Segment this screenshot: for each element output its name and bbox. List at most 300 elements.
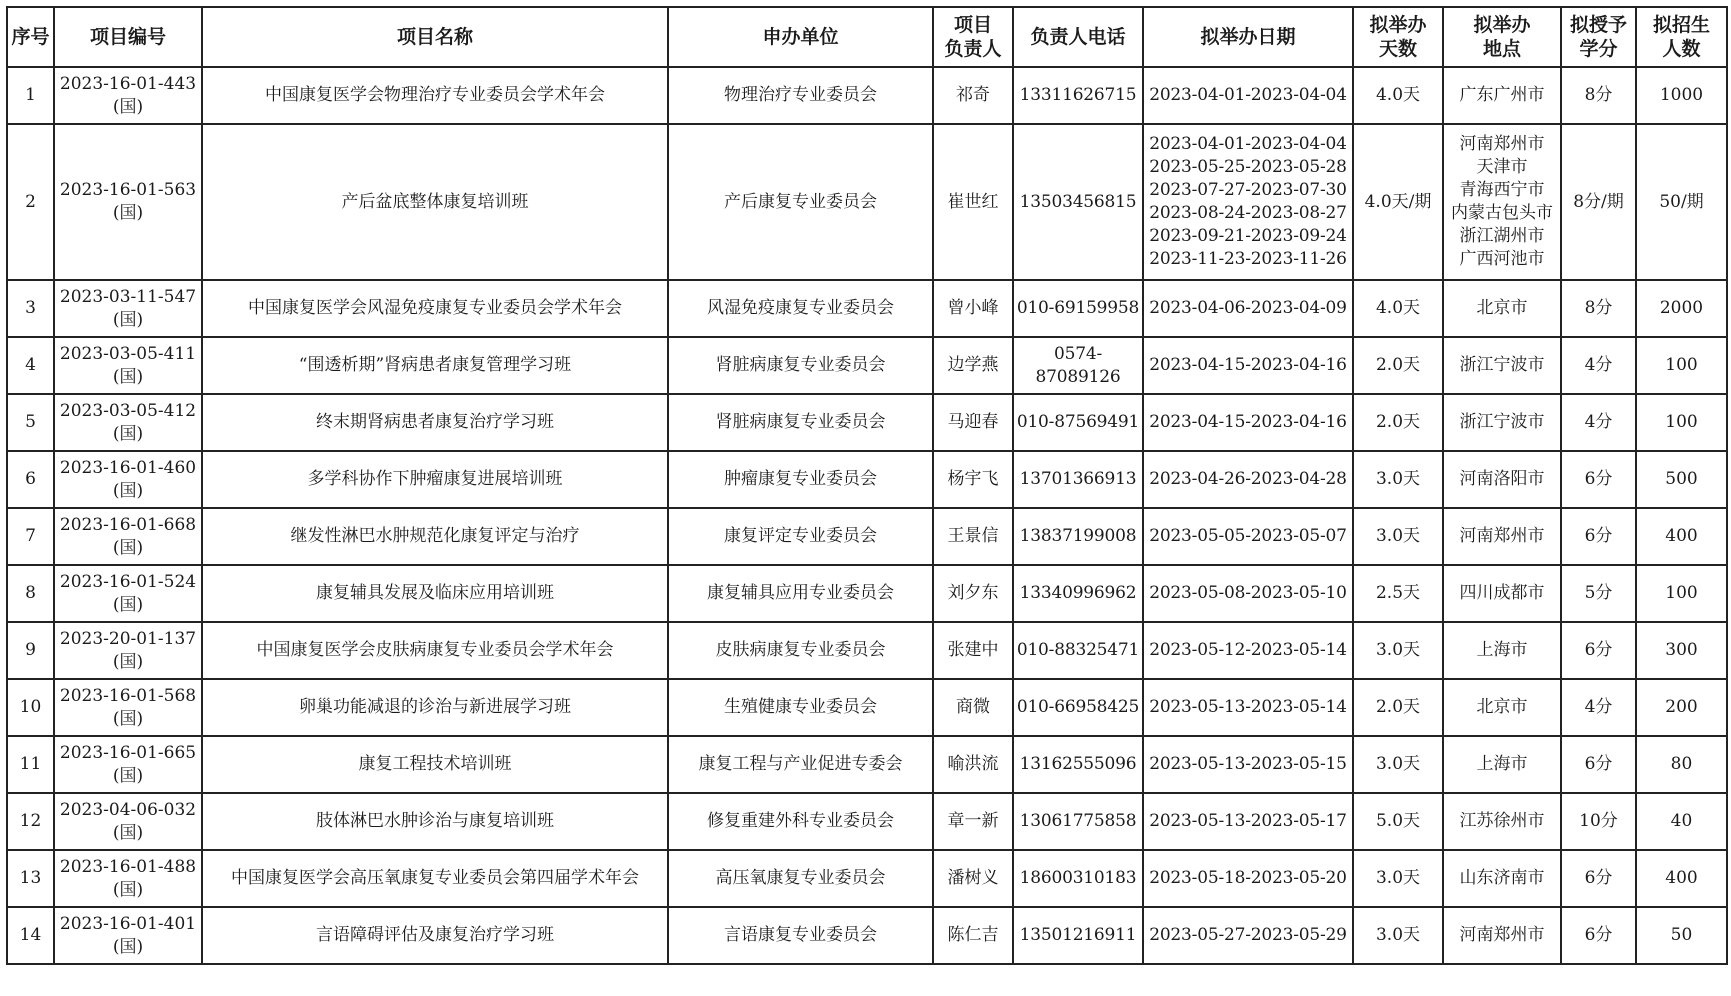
cell-name-text: 中国康复医学会高压氧康复专业委员会第四届学术年会: [231, 868, 639, 888]
cell-seq: [7, 67, 54, 124]
cell-seq-text: 6: [25, 469, 36, 489]
cell-place-text: 河南洛阳市: [1459, 469, 1545, 489]
cell-name-text: 康复工程技术培训班: [358, 754, 512, 774]
cell-credit: [1561, 67, 1636, 124]
cell-date-text: 2023-04-01-2023-04-04: [1149, 85, 1347, 105]
cell-org: [668, 508, 933, 565]
cell-org-text: 风湿免疫康复专业委员会: [707, 298, 894, 318]
cell-leader-text: 祁奇: [956, 85, 990, 105]
cell-code: [54, 337, 202, 394]
cell-code-text: (国): [112, 96, 144, 117]
cell-seq: [7, 451, 54, 508]
cell-code-text: 2023-03-05-412: [59, 400, 197, 421]
cell-phone-text: 010-66958425: [1016, 697, 1140, 717]
cell-date: [1143, 679, 1353, 736]
header-place: 拟举办 地点: [1443, 7, 1561, 67]
cell-date: [1143, 394, 1353, 451]
cell-days-text: 4.0天: [1375, 298, 1421, 318]
header-name: 项目名称: [202, 7, 668, 67]
cell-seq-text: 7: [25, 526, 36, 546]
cell-place: [1443, 124, 1561, 280]
cell-leader-text: 刘夕东: [947, 583, 999, 603]
cell-place: [1443, 679, 1561, 736]
header-days: 拟举办 天数: [1353, 7, 1443, 67]
cell-place-text: 上海市: [1476, 640, 1528, 660]
cell-credit-text: 6分: [1584, 754, 1613, 774]
cell-enroll: [1636, 679, 1727, 736]
cell-phone: [1013, 508, 1143, 565]
header-org: 申办单位: [668, 7, 933, 67]
cell-code: [54, 451, 202, 508]
cell-date: [1143, 793, 1353, 850]
project-table: [6, 6, 1728, 965]
cell-place-text: 河南郑州市: [1459, 925, 1545, 945]
cell-credit-text: 6分: [1584, 526, 1613, 546]
cell-name: [202, 337, 668, 394]
cell-leader-text: 喻洪流: [947, 754, 999, 774]
cell-enroll-text: 2000: [1659, 298, 1704, 318]
cell-org-text: 肾脏病康复专业委员会: [715, 355, 886, 375]
cell-days: [1353, 793, 1443, 850]
cell-name-text: 肢体淋巴水肿诊治与康复培训班: [316, 811, 554, 831]
cell-date-text: 2023-04-26-2023-04-28: [1149, 469, 1347, 489]
cell-place: [1443, 565, 1561, 622]
cell-leader: [933, 124, 1013, 280]
cell-enroll: [1636, 565, 1727, 622]
cell-date-text: 2023-04-15-2023-04-16: [1149, 355, 1347, 375]
cell-days-text: 4.0天: [1375, 85, 1421, 105]
cell-place: [1443, 394, 1561, 451]
table-row: [7, 394, 1727, 451]
cell-enroll-text: 100: [1665, 412, 1698, 432]
cell-code: [54, 124, 202, 280]
cell-name: [202, 850, 668, 907]
cell-phone: [1013, 394, 1143, 451]
cell-seq: [7, 679, 54, 736]
cell-days: [1353, 850, 1443, 907]
cell-org-text: 康复工程与产业促进专委会: [698, 754, 903, 774]
cell-place-text: 浙江宁波市: [1459, 412, 1545, 432]
cell-credit-text: 4分: [1584, 697, 1613, 717]
cell-name: [202, 736, 668, 793]
cell-code-text: (国): [112, 203, 144, 223]
cell-days: [1353, 679, 1443, 736]
cell-phone-text: 010-88325471: [1016, 640, 1140, 660]
cell-leader: [933, 736, 1013, 793]
cell-phone: [1013, 736, 1143, 793]
cell-org: [668, 67, 933, 124]
cell-days: [1353, 736, 1443, 793]
cell-days: [1353, 565, 1443, 622]
cell-credit-text: 10分: [1579, 811, 1618, 831]
cell-days: [1353, 280, 1443, 337]
cell-code-text: (国): [112, 936, 144, 957]
cell-credit: [1561, 679, 1636, 736]
cell-org: [668, 565, 933, 622]
cell-credit: [1561, 337, 1636, 394]
cell-phone-text: 13837199008: [1019, 526, 1137, 546]
cell-place-text: 青海西宁市: [1459, 180, 1545, 200]
cell-code-text: (国): [112, 651, 144, 672]
cell-date: [1143, 451, 1353, 508]
cell-date: [1143, 565, 1353, 622]
cell-date-text: 2023-05-27-2023-05-29: [1149, 925, 1347, 945]
cell-enroll: [1636, 508, 1727, 565]
cell-code-text: 2023-20-01-137: [59, 628, 197, 649]
cell-code-text: (国): [112, 708, 144, 729]
cell-date-text: 2023-05-12-2023-05-14: [1149, 640, 1347, 660]
cell-days-text: 3.0天: [1375, 526, 1421, 546]
cell-phone-text: 13162555096: [1019, 754, 1137, 774]
cell-date: [1143, 907, 1353, 964]
cell-phone: [1013, 67, 1143, 124]
cell-code-text: 2023-16-01-668: [59, 514, 197, 535]
cell-credit-text: 4分: [1584, 355, 1613, 375]
cell-org: [668, 850, 933, 907]
cell-code-text: (国): [112, 309, 144, 330]
cell-leader-text: 章一新: [947, 811, 999, 831]
cell-name-text: “围透析期”肾病患者康复管理学习班: [298, 355, 572, 375]
cell-name-text: 继发性淋巴水肿规范化康复评定与治疗: [290, 526, 580, 546]
cell-leader: [933, 679, 1013, 736]
header-leader: 项目 负责人: [933, 7, 1013, 67]
cell-org-text: 肾脏病康复专业委员会: [715, 412, 886, 432]
cell-name: [202, 679, 668, 736]
table-row: [7, 622, 1727, 679]
cell-phone-text: 18600310183: [1019, 868, 1137, 888]
cell-phone-text: 0574-: [1053, 343, 1102, 364]
cell-seq: [7, 736, 54, 793]
cell-date-text: 2023-07-27-2023-07-30: [1149, 180, 1347, 200]
cell-date: [1143, 280, 1353, 337]
cell-name-text: 言语障碍评估及康复治疗学习班: [316, 925, 554, 945]
cell-code-text: 2023-16-01-568: [59, 685, 197, 706]
cell-code-text: 2023-03-11-547: [59, 286, 197, 307]
cell-code: [54, 679, 202, 736]
cell-credit-text: 6分: [1584, 640, 1613, 660]
cell-name-text: 终末期肾病患者康复治疗学习班: [316, 412, 554, 432]
cell-place: [1443, 451, 1561, 508]
cell-phone: [1013, 565, 1143, 622]
cell-days-text: 2.0天: [1375, 412, 1421, 432]
cell-seq-text: 5: [25, 412, 36, 432]
cell-code: [54, 622, 202, 679]
cell-date-text: 2023-09-21-2023-09-24: [1149, 226, 1347, 246]
cell-days: [1353, 124, 1443, 280]
header-phone: 负责人电话: [1013, 7, 1143, 67]
cell-days-text: 2.0天: [1375, 697, 1421, 717]
cell-code: [54, 850, 202, 907]
cell-seq-text: 13: [19, 868, 42, 888]
cell-org: [668, 622, 933, 679]
table-row: [7, 337, 1727, 394]
cell-leader: [933, 850, 1013, 907]
cell-seq-text: 11: [19, 754, 42, 774]
cell-name: [202, 124, 668, 280]
cell-code: [54, 565, 202, 622]
cell-seq-text: 10: [19, 697, 42, 717]
table-row: [7, 850, 1727, 907]
cell-date-text: 2023-05-13-2023-05-15: [1149, 754, 1347, 774]
cell-seq: [7, 565, 54, 622]
cell-place-text: 北京市: [1476, 298, 1528, 318]
cell-enroll-text: 100: [1665, 355, 1698, 375]
cell-org: [668, 679, 933, 736]
cell-enroll-text: 50/期: [1659, 191, 1704, 212]
cell-date-text: 2023-05-08-2023-05-10: [1149, 583, 1347, 603]
table-row: [7, 907, 1727, 964]
cell-phone: [1013, 793, 1143, 850]
cell-credit: [1561, 793, 1636, 850]
cell-date-text: 2023-04-06-2023-04-09: [1149, 298, 1347, 318]
cell-code-text: (国): [112, 594, 144, 615]
cell-enroll: [1636, 850, 1727, 907]
cell-credit-text: 8分: [1584, 85, 1613, 105]
cell-seq: [7, 337, 54, 394]
cell-seq: [7, 124, 54, 280]
cell-date-text: 2023-05-18-2023-05-20: [1149, 868, 1347, 888]
cell-credit-text: 6分: [1584, 868, 1613, 888]
header-credit: 拟授予 学分: [1561, 7, 1636, 67]
cell-leader: [933, 793, 1013, 850]
cell-org: [668, 736, 933, 793]
cell-seq-text: 9: [25, 640, 36, 660]
cell-enroll: [1636, 394, 1727, 451]
cell-days: [1353, 451, 1443, 508]
cell-phone: [1013, 124, 1143, 280]
cell-leader-text: 王景信: [947, 526, 999, 546]
cell-credit: [1561, 622, 1636, 679]
cell-credit: [1561, 451, 1636, 508]
cell-seq: [7, 394, 54, 451]
cell-days-text: 3.0天: [1375, 925, 1421, 945]
table-row: [7, 280, 1727, 337]
cell-days-text: 3.0天: [1375, 754, 1421, 774]
cell-phone: [1013, 622, 1143, 679]
cell-org-text: 生殖健康专业委员会: [724, 697, 877, 717]
cell-seq-text: 4: [25, 355, 36, 375]
cell-place: [1443, 793, 1561, 850]
cell-org-text: 产后康复专业委员会: [724, 191, 877, 212]
cell-date: [1143, 508, 1353, 565]
cell-code-text: 2023-16-01-563: [59, 180, 197, 200]
cell-leader-text: 边学燕: [947, 355, 999, 375]
cell-phone-text: 13061775858: [1019, 811, 1137, 831]
cell-days: [1353, 67, 1443, 124]
cell-name: [202, 565, 668, 622]
cell-phone-text: 13501216911: [1019, 925, 1137, 945]
cell-code-text: 2023-16-01-665: [59, 742, 197, 763]
table-body: [7, 67, 1727, 964]
cell-place-text: 河南郑州市: [1459, 134, 1545, 154]
cell-credit-text: 6分: [1584, 469, 1613, 489]
cell-phone-text: 87089126: [1035, 366, 1121, 387]
cell-phone-text: 13340996962: [1019, 583, 1137, 603]
cell-place-text: 北京市: [1476, 697, 1528, 717]
cell-phone-text: 010-69159958: [1016, 298, 1140, 318]
cell-phone-text: 13311626715: [1019, 85, 1137, 105]
cell-credit: [1561, 124, 1636, 280]
cell-code-text: 2023-16-01-443: [59, 73, 197, 94]
cell-name-text: 卵巢功能减退的诊治与新进展学习班: [299, 697, 571, 717]
cell-leader: [933, 622, 1013, 679]
cell-place: [1443, 736, 1561, 793]
cell-place-text: 浙江宁波市: [1459, 355, 1545, 375]
table-row: [7, 793, 1727, 850]
cell-code-text: (国): [112, 366, 144, 387]
cell-org: [668, 394, 933, 451]
cell-phone: [1013, 679, 1143, 736]
cell-code-text: (国): [112, 822, 144, 843]
cell-enroll: [1636, 907, 1727, 964]
cell-org-text: 高压氧康复专业委员会: [715, 868, 886, 888]
cell-credit: [1561, 394, 1636, 451]
cell-name: [202, 793, 668, 850]
cell-code-text: 2023-16-01-460: [59, 457, 197, 478]
cell-place-text: 山东济南市: [1459, 868, 1545, 888]
cell-days-text: 3.0天: [1375, 640, 1421, 660]
cell-enroll: [1636, 124, 1727, 280]
cell-credit: [1561, 736, 1636, 793]
header-row: [7, 7, 1727, 67]
cell-seq: [7, 280, 54, 337]
header-code: 项目编号: [54, 7, 202, 67]
cell-leader: [933, 907, 1013, 964]
cell-seq-text: 8: [25, 583, 36, 603]
header-enroll: 拟招生 人数: [1636, 7, 1727, 67]
cell-phone-text: 13503456815: [1019, 191, 1137, 212]
cell-enroll: [1636, 451, 1727, 508]
cell-leader-text: 崔世红: [947, 191, 999, 212]
cell-place-text: 江苏徐州市: [1459, 811, 1545, 831]
cell-days-text: 4.0天/期: [1364, 191, 1432, 212]
cell-code-text: (国): [112, 537, 144, 558]
cell-credit: [1561, 565, 1636, 622]
cell-name-text: 中国康复医学会皮肤病康复专业委员会学术年会: [256, 640, 614, 660]
cell-place: [1443, 67, 1561, 124]
cell-date: [1143, 67, 1353, 124]
cell-credit: [1561, 850, 1636, 907]
cell-date: [1143, 124, 1353, 280]
cell-enroll: [1636, 67, 1727, 124]
cell-leader-text: 张建中: [947, 640, 999, 660]
cell-name: [202, 280, 668, 337]
cell-date-text: 2023-04-15-2023-04-16: [1149, 412, 1347, 432]
cell-name-text: 多学科协作下肿瘤康复进展培训班: [307, 469, 563, 489]
cell-date-text: 2023-11-23-2023-11-26: [1149, 249, 1347, 269]
cell-credit-text: 5分: [1584, 583, 1613, 603]
cell-date-text: 2023-05-25-2023-05-28: [1149, 157, 1347, 177]
cell-code-text: 2023-16-01-401: [59, 913, 197, 934]
cell-name-text: 中国康复医学会风湿免疫康复专业委员会学术年会: [248, 298, 622, 318]
cell-name: [202, 451, 668, 508]
cell-enroll-text: 200: [1665, 697, 1698, 717]
cell-org: [668, 451, 933, 508]
cell-seq-text: 2: [25, 191, 36, 212]
cell-credit-text: 6分: [1584, 925, 1613, 945]
cell-credit: [1561, 907, 1636, 964]
cell-name: [202, 622, 668, 679]
cell-seq-text: 1: [25, 85, 36, 105]
cell-leader: [933, 508, 1013, 565]
cell-place: [1443, 280, 1561, 337]
cell-place: [1443, 850, 1561, 907]
header-date: 拟举办日期: [1143, 7, 1353, 67]
cell-seq: [7, 622, 54, 679]
cell-place: [1443, 337, 1561, 394]
cell-org-text: 言语康复专业委员会: [724, 925, 877, 945]
table-row: [7, 124, 1727, 280]
cell-org-text: 皮肤病康复专业委员会: [715, 640, 886, 660]
table-row: [7, 451, 1727, 508]
cell-name: [202, 907, 668, 964]
cell-enroll-text: 400: [1665, 868, 1698, 888]
cell-enroll-text: 500: [1665, 469, 1698, 489]
cell-phone: [1013, 280, 1143, 337]
cell-date: [1143, 850, 1353, 907]
cell-name-text: 中国康复医学会物理治疗专业委员会学术年会: [265, 85, 605, 105]
table-row: [7, 679, 1727, 736]
cell-place: [1443, 907, 1561, 964]
cell-code: [54, 793, 202, 850]
cell-org-text: 修复重建外科专业委员会: [707, 811, 894, 831]
cell-phone-text: 010-87569491: [1016, 412, 1140, 432]
cell-enroll-text: 400: [1665, 526, 1698, 546]
cell-leader: [933, 280, 1013, 337]
cell-days-text: 3.0天: [1375, 469, 1421, 489]
cell-seq: [7, 907, 54, 964]
cell-date: [1143, 736, 1353, 793]
cell-place-text: 内蒙古包头市: [1451, 203, 1553, 223]
cell-leader-text: 杨宇飞: [947, 469, 999, 489]
cell-seq: [7, 793, 54, 850]
cell-name-text: 康复辅具发展及临床应用培训班: [316, 583, 554, 603]
cell-place-text: 河南郑州市: [1459, 526, 1545, 546]
cell-leader: [933, 67, 1013, 124]
cell-days-text: 2.0天: [1375, 355, 1421, 375]
cell-credit: [1561, 280, 1636, 337]
cell-code: [54, 394, 202, 451]
cell-code: [54, 736, 202, 793]
cell-place-text: 广西河池市: [1459, 249, 1545, 269]
cell-credit-text: 4分: [1584, 412, 1613, 432]
cell-date-text: 2023-05-13-2023-05-14: [1149, 697, 1347, 717]
cell-enroll-text: 100: [1665, 583, 1698, 603]
cell-seq-text: 14: [19, 925, 42, 945]
cell-code-text: 2023-04-06-032: [59, 799, 197, 820]
cell-org-text: 物理治疗专业委员会: [724, 85, 877, 105]
cell-credit-text: 8分/期: [1573, 191, 1624, 212]
cell-leader: [933, 337, 1013, 394]
cell-code-text: (国): [112, 480, 144, 501]
cell-org: [668, 793, 933, 850]
table-row: [7, 736, 1727, 793]
cell-seq: [7, 850, 54, 907]
cell-leader: [933, 565, 1013, 622]
cell-phone: [1013, 907, 1143, 964]
cell-name: [202, 394, 668, 451]
cell-place: [1443, 622, 1561, 679]
cell-place-text: 广东广州市: [1459, 85, 1545, 105]
cell-date-text: 2023-08-24-2023-08-27: [1149, 203, 1347, 223]
cell-place-text: 四川成都市: [1459, 583, 1545, 603]
cell-enroll-text: 1000: [1659, 85, 1704, 105]
table-row: [7, 67, 1727, 124]
cell-code-text: 2023-16-01-524: [59, 571, 197, 592]
table-row: [7, 565, 1727, 622]
cell-phone: [1013, 850, 1143, 907]
cell-enroll: [1636, 280, 1727, 337]
